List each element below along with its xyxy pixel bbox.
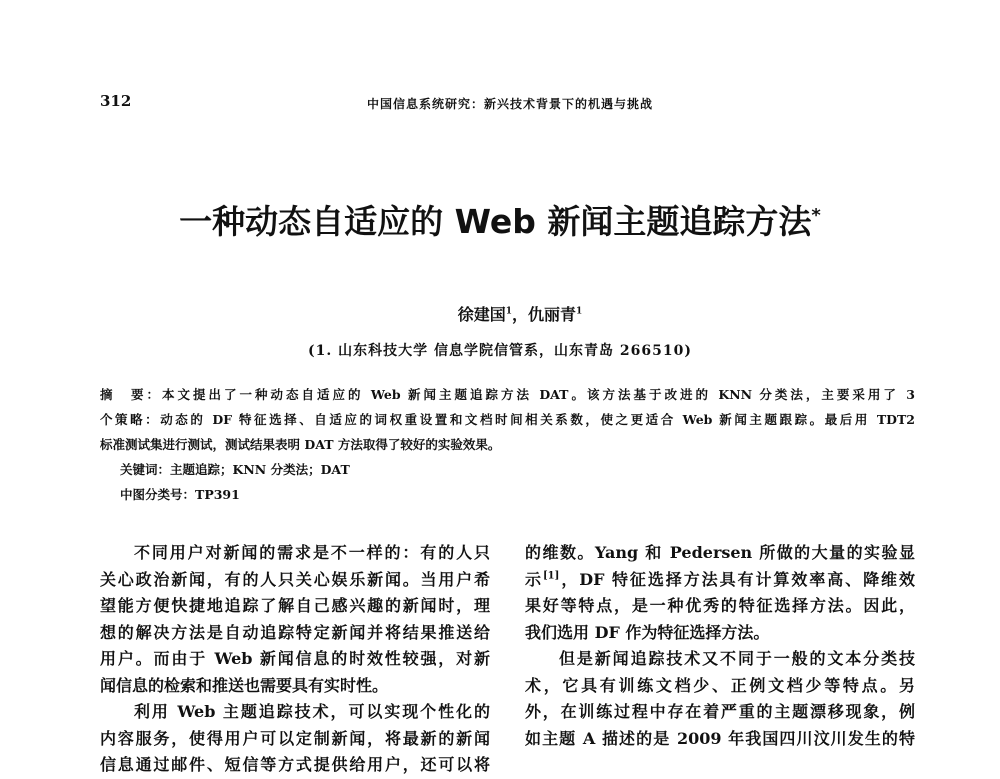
author-separator: ， [511,305,528,324]
body-line: 关心政治新闻，有的人只关心娱乐新闻。当用户希 [100,569,490,589]
body-line: 闻信息的检索和推送也需要具有实时性。 [100,675,389,695]
author-name: 仇丽青 [528,305,577,324]
authors [0,302,1000,325]
body-column-left [100,540,490,779]
body-line: 我们选用 DF 作为特征选择方法。 [525,622,770,642]
body-line: 但是新闻追踪技术又不同于一般的文本分类技 [559,649,915,668]
title-footnote-mark: * [811,205,821,226]
body-line: 如主题 A 描述的是 2009 年我国四川汶川发生的特 [525,728,915,748]
body-line: 内容服务，使得用户可以定制新闻，将最新的新闻 [100,728,490,748]
page-number: 312 [100,92,132,110]
title-text: 一种动态自适应的 Web 新闻主题追踪方法 [179,202,812,241]
body-line: 利用 Web 主题追踪技术，可以实现个性化的 [134,702,490,721]
author-affiliation-mark: 1 [576,306,583,317]
affiliation: (1. 山东科技大学 信息学院信管系，山东青岛 266510) [308,343,692,359]
body-line: 外，在训练过程中存在着严重的主题漂移现象，例 [525,702,915,721]
body-line: 用户。而由于 Web 新闻信息的时效性较强，对新 [100,649,490,668]
body-line: 示[1]，DF 特征选择方法具有计算效率高、降维效 [525,569,915,589]
body-line: 不同用户对新闻的需求是不一样的：有的人只 [134,543,490,562]
classification-label: 中图分类号： [120,487,196,502]
body-line: 信息通过邮件、短信等方式提供给用户，还可以将 [100,755,490,774]
running-head: 中国信息系统研究：新兴技术背景下的机遇与挑战 [366,97,653,111]
abstract-line: 标准测试集进行测试，测试结果表明 DAT 方法取得了较好的实验效果。 [100,437,501,452]
classification [120,485,240,503]
author-affiliation-mark: 1 [505,306,512,317]
body-line: 果好等特点，是一种优秀的特征选择方法。因此， [525,596,915,615]
abstract-line: 个策略：动态的 DF 特征选择、自适应的词权重设置和文档时间相关系数，使之更适合 Web 新闻主题跟踪。最后用 TDT2 [100,412,915,427]
classification-value: TP391 [195,487,240,502]
keywords-value: 主题追踪；KNN 分类法；DAT [170,462,350,477]
body-line: 术，它具有训练文档少、正例文档少等特点。另 [525,675,915,695]
keywords-label: 关键词： [120,462,171,477]
author-name: 徐建国 [457,305,506,324]
citation: [1] [542,570,560,582]
body-line: 想的解决方法是自动追踪特定新闻并将结果推送给 [100,622,490,642]
paper-title [0,196,1000,243]
body-line: 望能方便快捷地追踪了解自己感兴趣的新闻时，理 [100,596,490,615]
body-line: 的维数。Yang 和 Pedersen 所做的大量的实验显 [525,543,915,562]
body-column-right [525,540,915,752]
abstract-line: 摘 要：本文提出了一种动态自适应的 Web 新闻主题追踪方法 DAT。该方法基于改进的 KNN 分类法，主要采用了 3 [100,387,915,402]
abstract-label: 摘 要： [100,387,163,402]
keywords [120,460,350,478]
